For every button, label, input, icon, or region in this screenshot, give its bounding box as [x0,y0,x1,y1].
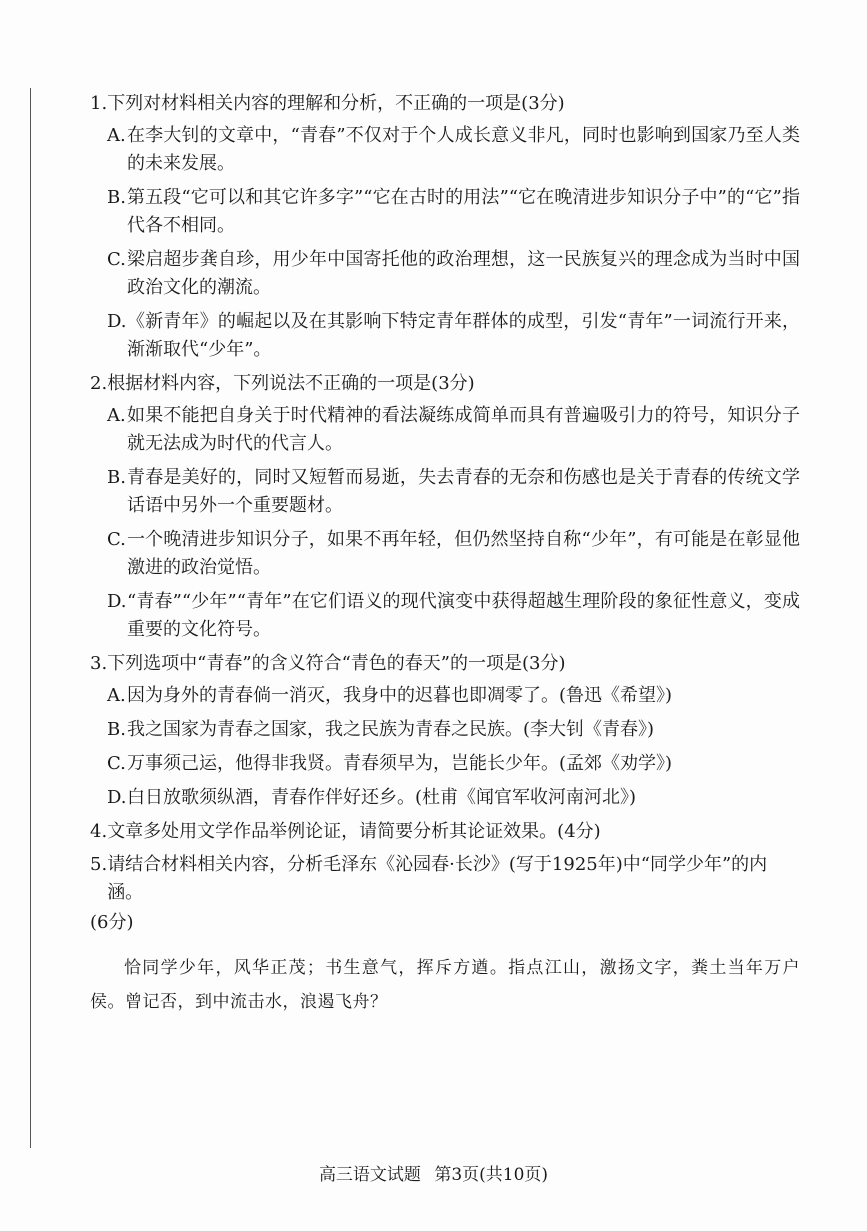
option-letter: C. [107,249,126,270]
option-d [107,588,800,644]
question-stem [90,90,800,118]
option-letter: A. [107,125,126,146]
page-footer [0,1160,867,1185]
option-letter: B. [107,187,126,208]
option-text: 一个晚清进步知识分子，如果不再年轻，但仍然坚持自称“少年”，有可能是在彰显他激进的政治觉悟。 [127,529,800,578]
question-text: 请结合材料相关内容，分析毛泽东《沁园春·长沙》(写于1925年)中“同学少年”的内涵。 [107,854,768,903]
question-4 [90,818,800,846]
option-text: 《新青年》的崛起以及在其影响下特定青年群体的成型，引发“青年”一词流行开来，渐渐取代“少年”。 [127,311,800,360]
question-stem [90,818,800,846]
option-letter: C. [107,529,126,550]
option-a [107,402,800,458]
exam-title: 高三语文试题 [318,1165,421,1185]
question-text: 文章多处用文学作品举例论证，请简要分析其论证效果。(4分) [107,821,601,842]
question-1 [90,90,800,364]
option-text: 青春是美好的，同时又短暂而易逝，失去青春的无奈和伤感也是关于青春的传统文学话语中另外一个重要题材。 [127,467,800,516]
question-text: 根据材料内容，下列说法不正确的一项是(3分) [107,373,475,394]
page-number: 第3页(共10页) [434,1165,549,1185]
option-text: 梁启超步龚自珍，用少年中国寄托他的政治理想，这一民族复兴的理念成为当时中国政治文化的潮流。 [127,249,800,298]
option-letter: D. [107,787,127,808]
question-5 [90,851,800,1019]
option-text: 白日放歌须纵酒，青春作伴好还乡。(杜甫《闻官军收河南河北》) [127,787,637,808]
question-number: 1. [90,93,108,114]
question-stem [90,370,800,398]
option-letter: A. [107,685,126,706]
option-text: 因为身外的青春倘一消灭，我身中的迟暮也即凋零了。(鲁迅《希望》) [127,685,673,706]
question-number: 5. [90,854,108,875]
option-d [107,784,800,812]
question-number: 3. [90,653,108,674]
option-b [107,716,800,744]
option-letter: A. [107,405,126,426]
option-c [107,246,800,302]
option-b [107,464,800,520]
question-stem [90,650,800,678]
option-text: 我之国家为青春之国家，我之民族为青春之民族。(李大钊《青春》) [127,719,655,740]
question-text: 下列选项中“青春”的含义符合“青色的春天”的一项是(3分) [107,653,566,674]
option-c [107,750,800,778]
poem-excerpt: 恰同学少年，风华正茂；书生意气，挥斥方遒。指点江山，激扬文字，粪土当年万户侯。曾记否，到中流击水，浪遏飞舟？ [90,958,800,1012]
option-c [107,526,800,582]
option-text: 如果不能把自身关于时代精神的看法凝练成简单而具有普遍吸引力的符号，知识分子就无法成为时代的代言人。 [127,405,800,454]
question-stem [90,851,800,907]
option-letter: C. [107,753,126,774]
option-text: 在李大钊的文章中，“青春”不仅对于个人成长意义非凡，同时也影响到国家乃至人类的未来发展。 [127,125,800,174]
option-letter: B. [107,719,126,740]
question-number: 4. [90,821,108,842]
question-2 [90,370,800,644]
option-text: 第五段“它可以和其它许多字”“它在古时的用法”“它在晚清进步知识分子中”的“它”指代各不相同。 [127,187,800,236]
questions-section [90,90,800,1024]
option-d [107,308,800,364]
question-points: (6分) [90,912,134,933]
option-letter: D. [107,311,127,332]
question-3 [90,650,800,812]
option-letter: D. [107,591,127,612]
option-text: “青春”“少年”“青年”在它们语义的现代演变中获得超越生理阶段的象征性意义，变成重要的文化符号。 [127,591,800,640]
option-text: 万事须己运，他得非我贤。青春须早为，岂能长少年。(孟郊《劝学》) [127,753,673,774]
binding-margin-line [30,88,31,1148]
option-a [107,122,800,178]
option-a [107,682,800,710]
option-b [107,184,800,240]
option-letter: B. [107,467,126,488]
question-number: 2. [90,373,108,394]
question-text: 下列对材料相关内容的理解和分析，不正确的一项是(3分) [107,93,565,114]
